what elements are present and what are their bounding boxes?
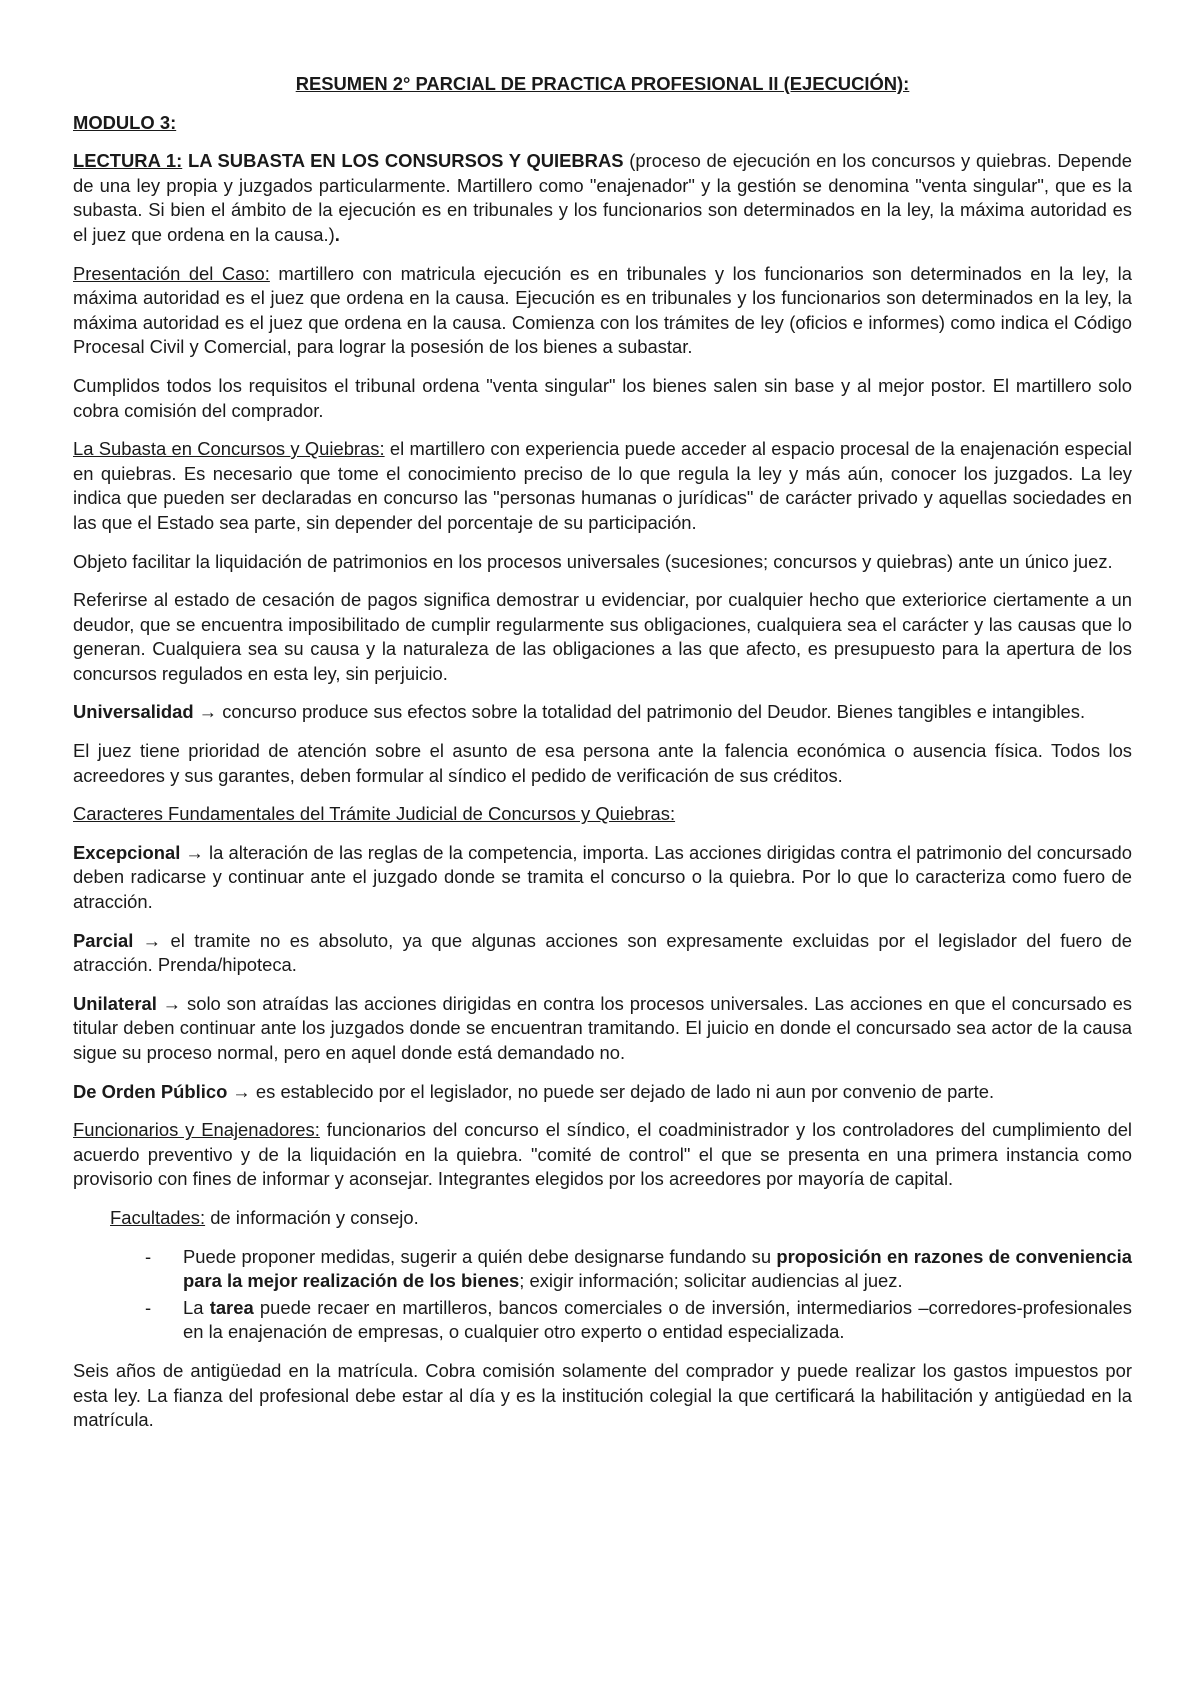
- orden-publico-label: De Orden Público: [73, 1080, 228, 1102]
- bullet-pre: Puede proponer medidas, sugerir a quién debe designarse fundando su: [183, 1245, 777, 1267]
- presentacion-label: Presentación del Caso:: [73, 262, 270, 284]
- subasta-label: La Subasta en Concursos y Quiebras:: [73, 438, 385, 460]
- subasta-paragraph: [73, 437, 1132, 535]
- cumplidos-paragraph: Cumplidos todos los requisitos el tribunal ordena "venta singular" los bienes salen sin base y al mejor postor. El martillero solo cobra comisión del comprador.: [73, 374, 1132, 421]
- lectura-text: (proceso de ejecución en los concursos y quiebras. Depende de una ley propia y juzgados particularmente. Martillero como "enajenador" y la gestión se denomina "venta singular", que es la subasta. Si bien el ámbito de la ejecución es en tribunales y los funcionarios son determinados en la ley, la máxima autoridad es el juez que ordena en la causa.): [73, 150, 1132, 245]
- bullet-bold: tarea: [209, 1296, 254, 1318]
- funcionarios-paragraph: [73, 1118, 1132, 1192]
- facultades-paragraph: [110, 1206, 1132, 1231]
- facultades-text: de información y consejo.: [205, 1206, 419, 1228]
- bullet-bold: proposición en razones de conveniencia para la mejor realización de los bienes: [183, 1245, 1133, 1292]
- unilateral-text: → solo son atraídas las acciones dirigidas en contra los procesos universales. Las acciones en que el concursado es titular deben continuar ante los juzgados donde se encuentran tramitando. El juicio en donde el concursado sea actor de la causa sigue su proceso normal, pero en aquel donde está demandado no.: [73, 992, 1132, 1063]
- module-heading: MODULO 3:: [73, 111, 177, 133]
- presentacion-text: martillero con matricula ejecución es en tribunales y los funcionarios son determinados en la ley, la máxima autoridad es el juez que ordena en la causa. Ejecución es en tribunales y los funcionarios son determinados en la ley, la máxima autoridad es el juez que ordena en la causa. Comienza con los trámites de ley (oficios e informes) como indica el Código Procesal Civil y Comercial, para lograr la posesión de los bienes a subastar.: [73, 262, 1132, 358]
- orden-publico-text: → es establecido por el legislador, no puede ser dejado de lado ni aun por convenio de parte.: [227, 1080, 995, 1102]
- caracteres-heading: Caracteres Fundamentales del Trámite Judicial de Concursos y Quiebras:: [73, 803, 676, 825]
- lectura-paragraph: [73, 149, 1132, 247]
- universalidad-paragraph: [73, 700, 1132, 725]
- bullet-pre: La: [183, 1296, 210, 1318]
- universalidad-text: → concurso produce sus efectos sobre la totalidad del patrimonio del Deudor. Bienes tangibles e intangibles.: [193, 701, 1086, 723]
- bullet-post: puede recaer en martilleros, bancos comerciales o de inversión, intermediarios –corredores-profesionales en la enajenación de empresas, o cualquier otro experto o entidad especializada.: [183, 1296, 1132, 1343]
- excepcional-paragraph: [73, 841, 1132, 915]
- funcionarios-text: funcionarios del concurso el síndico, el coadministrador y los controladores del cumplimiento del acuerdo preventivo y de la liquidación en la quiebra. "comité de control" el que se presenta en una primera instancia como provisorio con fines de informar y aconsejar. Integrantes elegidos por los acreedores por mayoría de capital.: [73, 1119, 1133, 1190]
- dash-bullet: -: [145, 1245, 152, 1267]
- unilateral-paragraph: [73, 992, 1132, 1066]
- parcial-text: → el tramite no es absoluto, ya que algunas acciones son expresamente excluidas por el legislador del fuero de atracción. Prenda/hipoteca.: [73, 929, 1132, 976]
- page-title: RESUMEN 2° PARCIAL DE PRACTICA PROFESIONAL II (EJECUCIÓN):: [295, 73, 910, 94]
- parcial-paragraph: [73, 929, 1132, 978]
- subasta-text: el martillero con experiencia puede acceder al espacio procesal de la enajenación especial en quiebras. Es necesario que tome el conocimiento preciso de lo que regula la ley y más aún, conocer los juzgados. La ley indica que pueden ser declaradas en concurso las "personas humanas o jurídicas" de carácter privado y aquellas sociedades en las que el Estado sea parte, sin depender del porcentaje de su participación.: [73, 438, 1132, 533]
- bullet-post: ; exigir información; solicitar audiencias al juez.: [519, 1270, 903, 1292]
- universalidad-label: Universalidad: [73, 701, 194, 723]
- orden-publico-paragraph: [73, 1080, 1132, 1105]
- referirse-paragraph: Referirse al estado de cesación de pagos significa demostrar u evidenciar, por cualquier hecho que exteriorice ciertamente a un deudor, que se encuentra imposibilitado de cumplir regularmente sus obligaciones, cualquiera sea el carácter y las causas que lo generan. Cualquiera sea su causa y la naturaleza de las obligaciones a las que afecto, es presupuesto para la apertura de los concursos regulados en esta ley, sin perjuicio.: [73, 589, 1132, 684]
- seis-anos-paragraph: Seis años de antigüedad en la matrícula. Cobra comisión solamente del comprador y puede realizar los gastos impuestos por esta ley. La fianza del profesional debe estar al día y es la institución colegial la que certificará la habilitación y antigüedad en la matrícula.: [73, 1359, 1132, 1431]
- funcionarios-label: Funcionarios y Enajenadores:: [73, 1119, 320, 1141]
- juez-paragraph: El juez tiene prioridad de atención sobre el asunto de esa persona ante la falencia económica o ausencia física. Todos los acreedores y sus garantes, deben formular al síndico el pedido de verificación de sus créditos.: [73, 740, 1132, 786]
- lectura-end: .: [334, 223, 340, 245]
- unilateral-label: Unilateral: [73, 992, 157, 1014]
- dash-bullet: -: [145, 1296, 152, 1318]
- excepcional-label: Excepcional: [73, 841, 181, 863]
- presentacion-paragraph: [73, 262, 1132, 360]
- facultades-label: Facultades:: [110, 1206, 206, 1228]
- list-item: [73, 1296, 1132, 1345]
- lectura-label: LECTURA 1:: [73, 150, 183, 172]
- excepcional-text: → la alteración de las reglas de la competencia, importa. Las acciones dirigidas contra el patrimonio del concursado deben radicarse y continuar ante el juzgado donde se tramita el concurso o la quiebra. Por lo que lo caracteriza como fuero de atracción.: [73, 841, 1132, 913]
- facultades-list: [73, 1245, 1132, 1345]
- lectura-heading: LA SUBASTA EN LOS CONSURSOS Y QUIEBRAS: [182, 150, 624, 172]
- list-item: [73, 1245, 1132, 1294]
- objeto-paragraph: Objeto facilitar la liquidación de patrimonios en los procesos universales (sucesiones; concursos y quiebras) ante un único juez.: [73, 550, 1113, 572]
- parcial-label: Parcial: [73, 929, 134, 951]
